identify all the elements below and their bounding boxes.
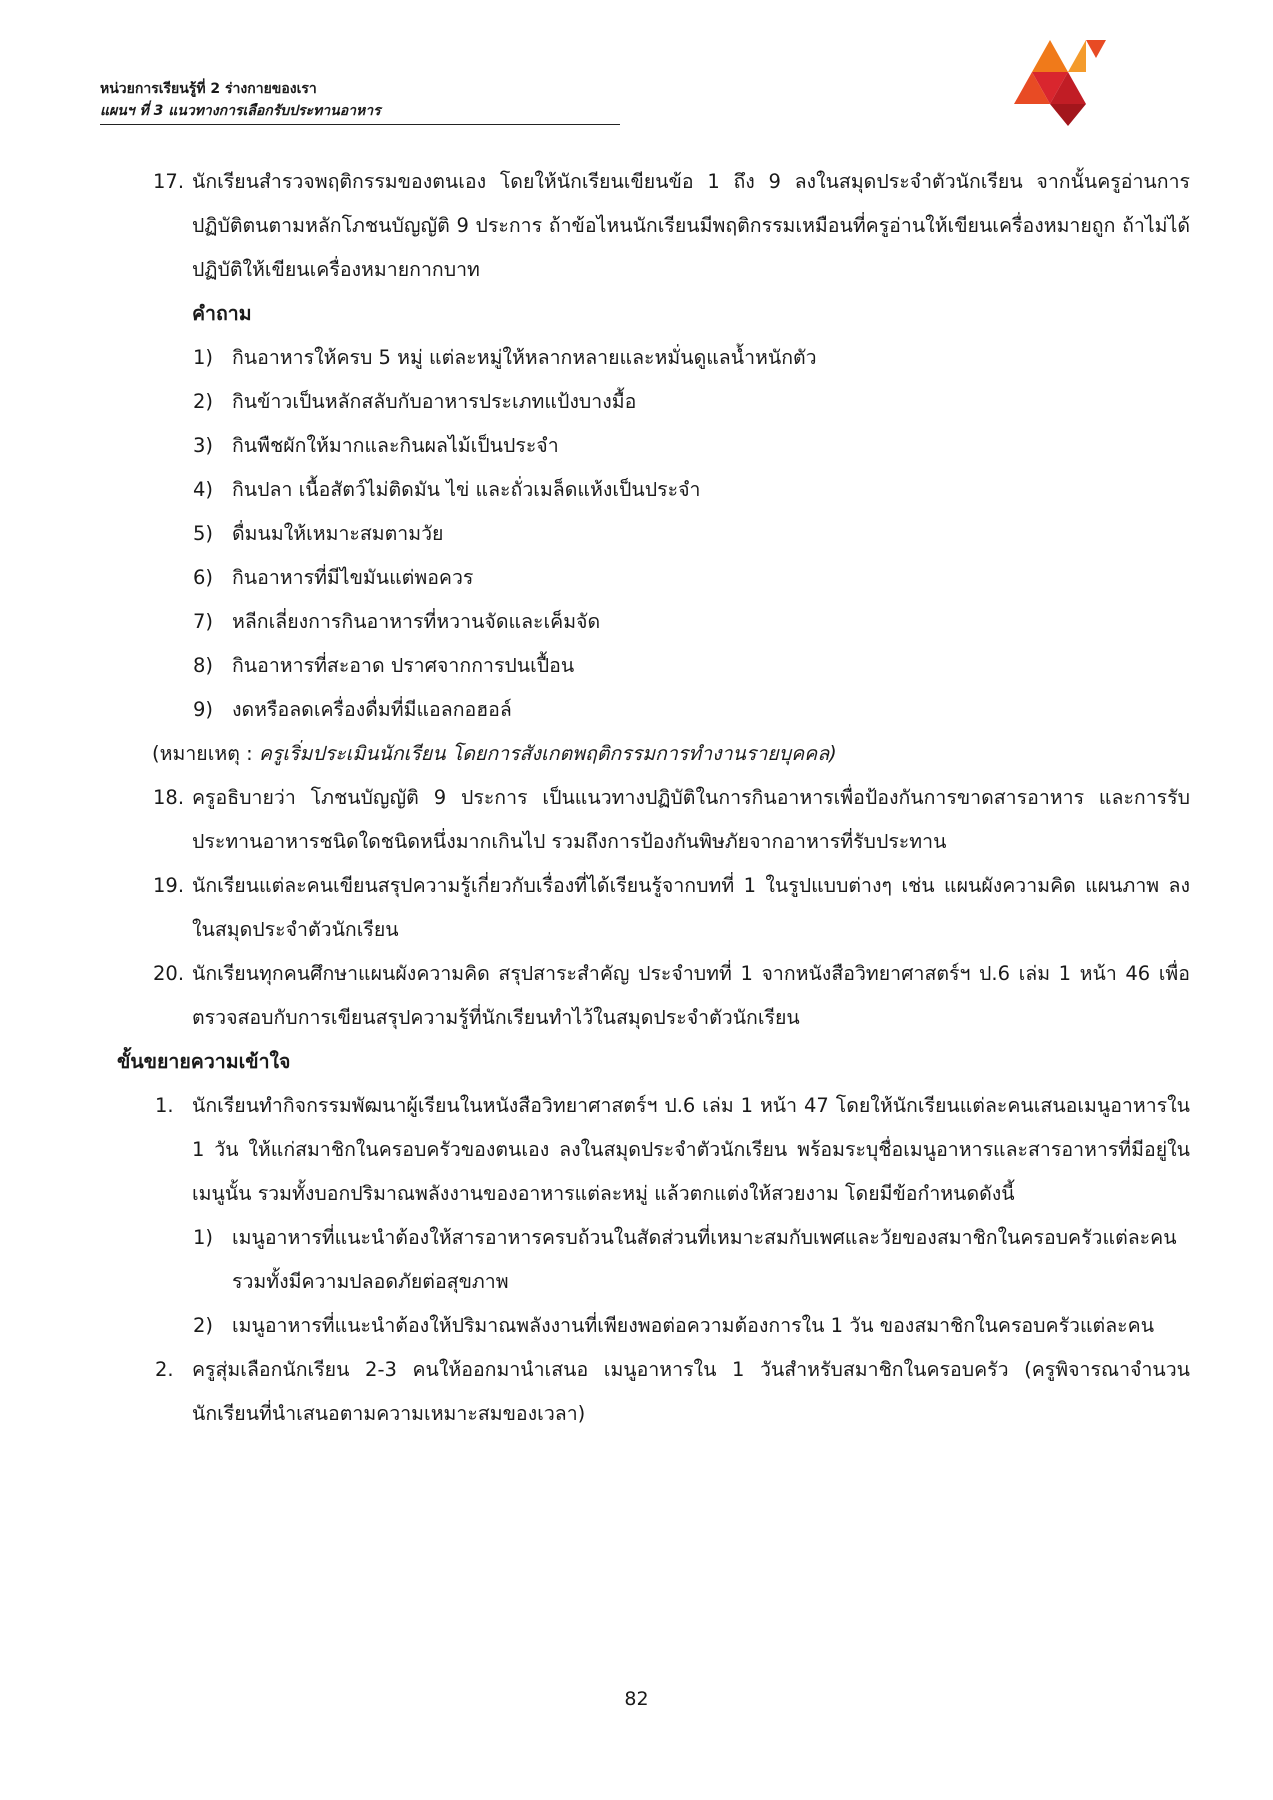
question-text: กินอาหารที่สะอาด ปราศจากการปนเปื้อน <box>232 654 575 677</box>
question-number: 7) <box>193 610 214 633</box>
section-step-1 <box>100 1084 1190 1216</box>
question-text: หลีกเลี่ยงการกินอาหารที่หวานจัดและเค็มจัด <box>232 610 601 633</box>
step-18 <box>100 776 1190 864</box>
note-label: (หมายเหตุ : <box>152 742 259 765</box>
question-number: 6) <box>193 566 214 589</box>
publisher-logo-icon <box>1010 28 1110 128</box>
step-text: นักเรียนทำกิจกรรมพัฒนาผู้เรียนในหนังสือวิทยาศาสตร์ฯ ป.6 เล่ม 1 หน้า 47 โดยให้นักเรียนแต่ละคนเสนอเมนูอาหารใน 1 วัน ให้แก่สมาชิกในครอบครัวของตนเอง ลงในสมุดประจำตัวนักเรียน พร้อมระบุชื่อเมนูอาหารและสารอาหารที่มีอยู่ในเมนูนั้น รวมทั้งบอกปริมาณพลังงานของอาหารแต่ละหมู่ แล้วตกแต่งให้สวยงาม โดยมีข้อกำหนดดังนี้ <box>192 1094 1190 1205</box>
step-number: 20. <box>153 962 185 985</box>
question-item <box>100 556 1190 600</box>
question-text: กินข้าวเป็นหลักสลับกับอาหารประเภทแป้งบางมื้อ <box>232 390 637 413</box>
requirement-number: 1) <box>193 1226 214 1249</box>
step-text: นักเรียนสำรวจพฤติกรรมของตนเอง โดยให้นักเรียนเขียนข้อ 1 ถึง 9 ลงในสมุดประจำตัวนักเรียน จากนั้นครูอ่านการปฏิบัติตนตามหลักโภชนบัญญัติ 9 ประการ ถ้าข้อไหนนักเรียนมีพฤติกรรมเหมือนที่ครูอ่านให้เขียนเครื่องหมายถูก ถ้าไม่ได้ปฏิบัติให้เขียนเครื่องหมายกากบาท <box>192 170 1190 281</box>
question-text: กินปลา เนื้อสัตว์ไม่ติดมัน ไข่ และถั่วเมล็ดแห้งเป็นประจำ <box>232 478 701 501</box>
step-text: นักเรียนแต่ละคนเขียนสรุปความรู้เกี่ยวกับเรื่องที่ได้เรียนรู้จากบทที่ 1 ในรูปแบบต่างๆ เช่น แผนผังความคิด แผนภาพ ลงในสมุดประจำตัวนักเรียน <box>192 874 1190 941</box>
question-item <box>100 600 1190 644</box>
requirement-item <box>100 1216 1190 1304</box>
question-number: 8) <box>193 654 214 677</box>
step-20 <box>100 952 1190 1040</box>
question-text: ดื่มนมให้เหมาะสมตามวัย <box>232 522 444 545</box>
logo-triangle-top <box>1032 40 1068 72</box>
page-number: 82 <box>624 1688 649 1710</box>
question-item <box>100 380 1190 424</box>
question-number: 2) <box>193 390 214 413</box>
question-number: 9) <box>193 698 214 721</box>
section-step-2 <box>100 1348 1190 1436</box>
step-19 <box>100 864 1190 952</box>
step-17 <box>100 160 1190 292</box>
logo-triangle-bottom <box>1050 104 1086 126</box>
logo-triangle-tip <box>1086 40 1106 58</box>
unit-title: หน่วยการเรียนรู้ที่ 2 ร่างกายของเรา <box>100 81 317 97</box>
requirement-text: เมนูอาหารที่แนะนำต้องให้ปริมาณพลังงานที่เพียงพอต่อความต้องการใน 1 วัน ของสมาชิกในครอบครัวแต่ละคน <box>232 1314 1155 1337</box>
step-number: 18. <box>153 786 185 809</box>
teacher-note <box>100 732 1190 776</box>
question-number: 5) <box>193 522 214 545</box>
step-number: 17. <box>153 170 185 193</box>
step-number: 19. <box>153 874 185 897</box>
logo-triangle-accent <box>1068 40 1086 72</box>
plan-title: แผนฯ ที่ 3 แนวทางการเลือกรับประทานอาหาร <box>100 103 381 119</box>
question-item <box>100 424 1190 468</box>
requirement-item <box>100 1304 1190 1348</box>
question-number: 1) <box>193 346 214 369</box>
header-divider <box>100 124 620 125</box>
question-item <box>100 336 1190 380</box>
requirement-number: 2) <box>193 1314 214 1337</box>
lesson-body <box>100 160 1190 1436</box>
requirement-text: เมนูอาหารที่แนะนำต้องให้สารอาหารครบถ้วนในสัดส่วนที่เหมาะสมกับเพศและวัยของสมาชิกในครอบครัวแต่ละคน รวมทั้งมีความปลอดภัยต่อสุขภาพ <box>232 1226 1177 1293</box>
question-number: 4) <box>193 478 214 501</box>
section-heading: ขั้นขยายความเข้าใจ <box>117 1050 291 1073</box>
step-number: 2. <box>155 1358 174 1381</box>
question-item <box>100 512 1190 556</box>
questions-heading: คำถาม <box>192 302 252 325</box>
question-text: กินพืชผักให้มากและกินผลไม้เป็นประจำ <box>232 434 559 457</box>
question-text: กินอาหารที่มีไขมันแต่พอควร <box>232 566 474 589</box>
step-text: นักเรียนทุกคนศึกษาแผนผังความคิด สรุปสาระสำคัญ ประจำบทที่ 1 จากหนังสือวิทยาศาสตร์ฯ ป.6 เล่ม 1 หน้า 46 เพื่อตรวจสอบกับการเขียนสรุปความรู้ที่นักเรียนทำไว้ในสมุดประจำตัวนักเรียน <box>192 962 1190 1029</box>
question-number: 3) <box>193 434 214 457</box>
question-item <box>100 688 1190 732</box>
question-item <box>100 644 1190 688</box>
question-text: งดหรือลดเครื่องดื่มที่มีแอลกอฮอล์ <box>232 698 512 721</box>
question-item <box>100 468 1190 512</box>
question-text: กินอาหารให้ครบ 5 หมู่ แต่ละหมู่ให้หลากหลายและหมั่นดูแลน้ำหนักตัว <box>232 346 817 369</box>
page-header <box>100 78 620 125</box>
step-text: ครูสุ่มเลือกนักเรียน 2-3 คนให้ออกมานำเสนอ เมนูอาหารใน 1 วันสำหรับสมาชิกในครอบครัว (ครูพิจารณาจำนวนนักเรียนที่นำเสนอตามความเหมาะสมของเวลา) <box>192 1358 1190 1425</box>
note-text: ครูเริ่มประเมินนักเรียน โดยการสังเกตพฤติกรรมการทำงานรายบุคคล) <box>258 742 837 765</box>
step-text: ครูอธิบายว่า โภชนบัญญัติ 9 ประการ เป็นแนวทางปฏิบัติในการกินอาหารเพื่อป้องกันการขาดสารอาหาร และการรับประทานอาหารชนิดใดชนิดหนึ่งมากเกินไป รวมถึงการป้องกันพิษภัยจากอาหารที่รับประทาน <box>192 786 1190 853</box>
step-number: 1. <box>155 1094 174 1117</box>
